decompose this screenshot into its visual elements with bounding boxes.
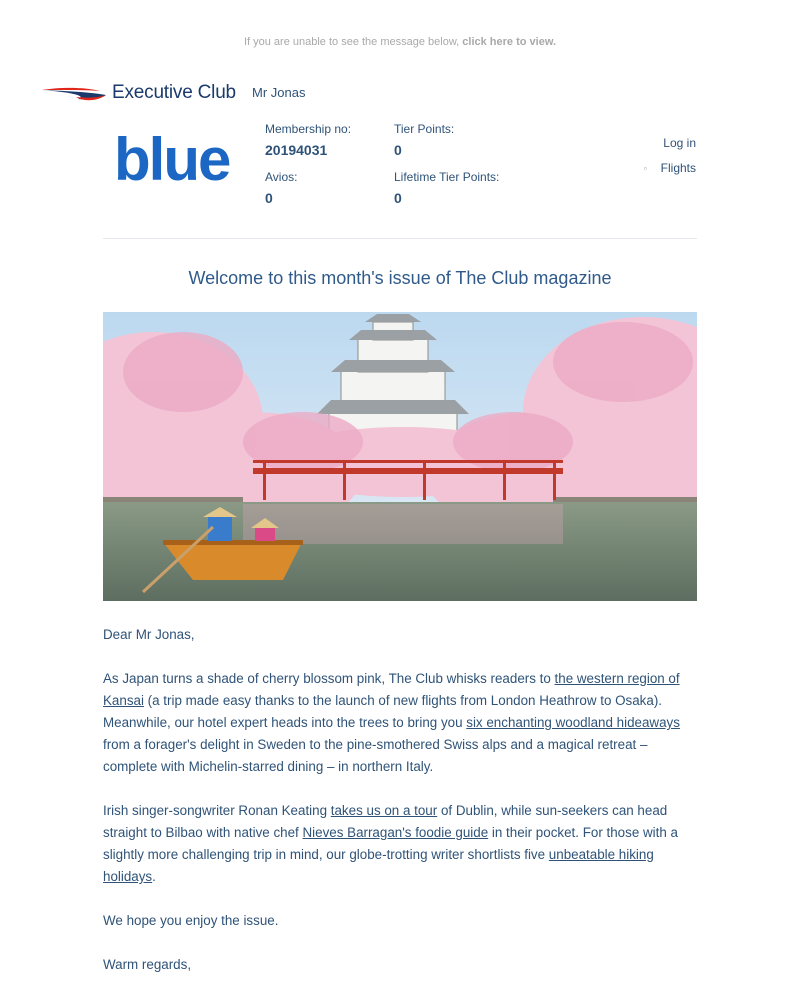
view-online-link[interactable]: click here to view. [462,36,557,48]
greeting: Dear Mr Jonas, [103,627,195,642]
member-name: Mr Jonas [252,85,306,100]
membership-number [265,122,351,158]
account-links [644,136,696,186]
flights-label: Flights [660,161,696,175]
flights-link[interactable] [644,161,696,175]
foodie-guide-link[interactable]: Nieves Barragan's foodie guide [302,825,489,840]
tier-points [394,122,454,158]
paragraph-text: As Japan turns a shade of cherry blossom pink, The Club whisks readers to [103,671,555,686]
paragraph-text: Irish singer-songwriter Ronan Keating [103,803,331,818]
ba-swoosh-icon [40,82,110,104]
message-body [103,624,697,998]
bullet-icon: ▫ [643,164,647,174]
lifetime-value: 0 [394,190,402,206]
paragraph-2 [103,800,697,888]
brand-logo[interactable] [40,78,236,108]
hero-image[interactable] [103,312,697,601]
tier-points-label: Tier Points: [394,122,455,136]
preheader-text: If you are unable to see the message below, [243,36,463,48]
login-link[interactable]: Log in [663,136,696,150]
tier-points-value: 0 [394,142,402,158]
avios-label: Avios: [265,170,298,184]
hiking-holidays-link[interactable]: unbeatable hiking holidays [103,847,654,884]
paragraph-3: We hope you enjoy the issue. [103,913,279,928]
paragraph-text: . [152,869,156,884]
paragraph-text: in their pocket. For those with a slightly more challenging trip in mind, our globe-trotting writer shortlists five [103,825,678,862]
cherry-blossom-castle-photo [103,312,697,601]
tier-badge: blue [114,126,230,193]
paragraph-1 [103,668,697,778]
paragraph-text: (a trip made easy thanks to the launch of new flights from London Heathrow to Osaka). Meanwhile, our hotel expert heads into the trees to bring you [103,693,662,730]
membership-value: 20194031 [265,142,328,158]
avios-value: 0 [265,190,273,206]
page-title: Welcome to this month's issue of The Club magazine [188,268,612,288]
lifetime-label: Lifetime Tier Points: [394,170,500,184]
paragraph-text: of Dublin, while sun-seekers can head straight to Bilbao with native chef [103,803,668,840]
paragraph-text: from a forager's delight in Sweden to the pine-smothered Swiss alps and a magical retreat – complete with Michelin-starred dining – in northern Italy. [103,737,648,774]
membership-label: Membership no: [265,122,352,136]
signoff: Warm regards, [103,957,192,972]
avios-balance [265,170,297,206]
kansai-link[interactable]: the western region of Kansai [103,671,680,708]
header-divider [103,238,697,239]
woodland-hideaways-link[interactable]: six enchanting woodland hideaways [466,715,680,730]
brand-name: Executive Club [112,82,236,103]
preheader [0,36,800,48]
lifetime-tier-points [394,170,499,206]
dublin-tour-link[interactable]: takes us on a tour [330,803,438,818]
